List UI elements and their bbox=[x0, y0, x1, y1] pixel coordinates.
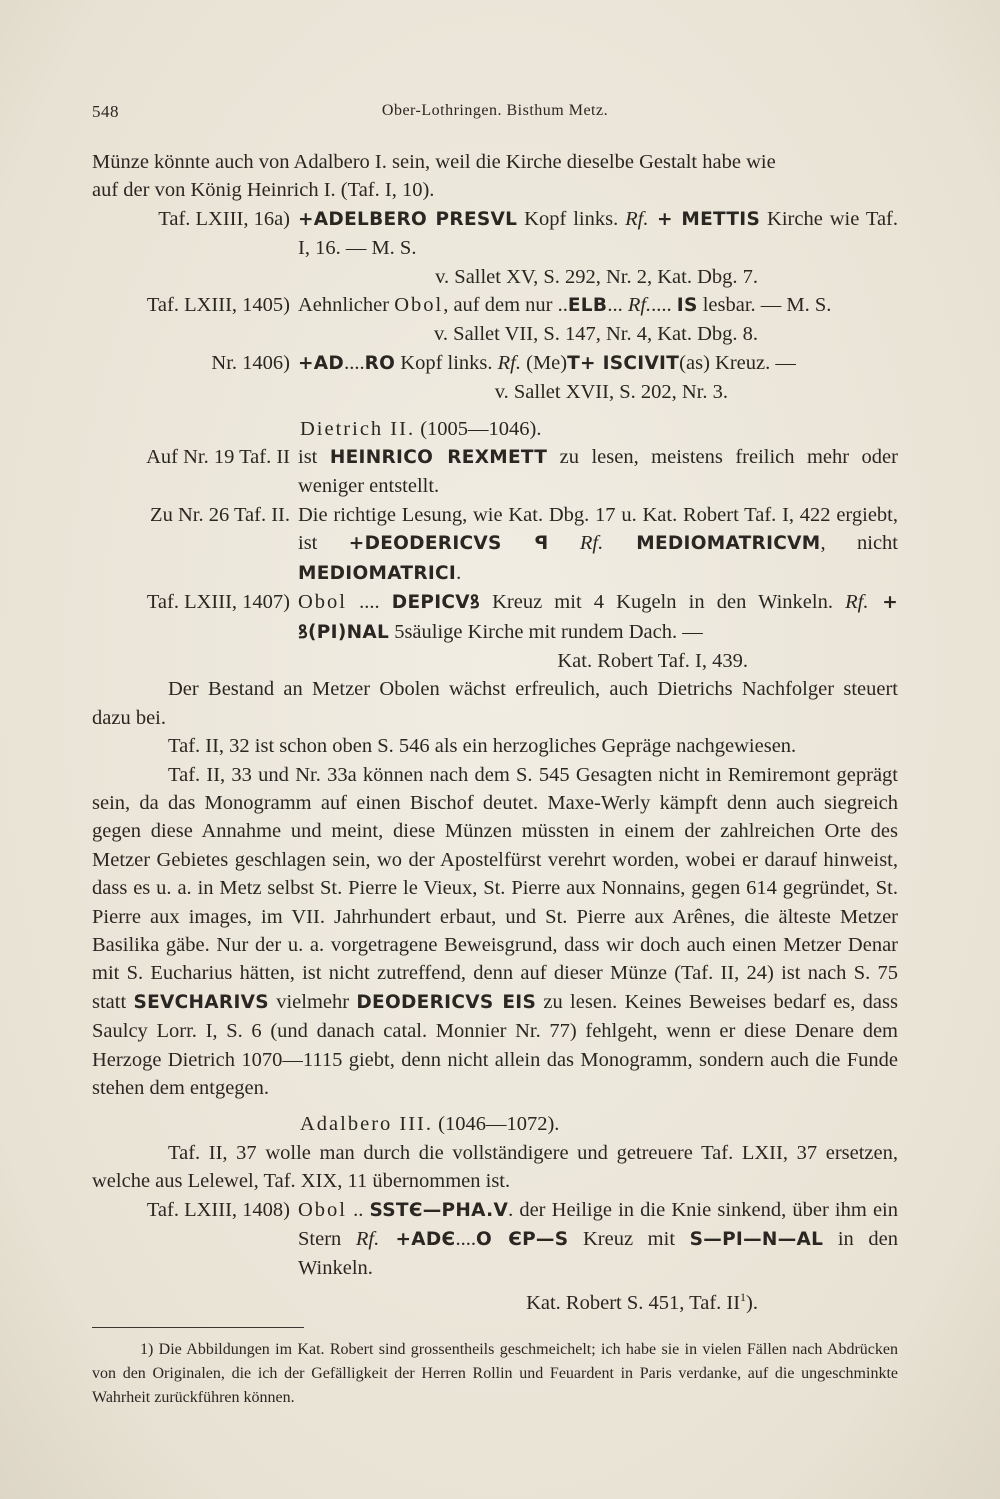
coin-legend: MEDIOMATRICVM bbox=[603, 533, 821, 555]
coin-entry-1408: Taf. LXIII, 1408) Obol .. SSTЄ—PHA.V. der Heilige in die Knie sinkend, über ihm ein Stern Rf. +ADЄ....O ЄP—S Kreuz mit S—PI—N—AL in den Winkeln. Kat. Robert S. 451, Taf. $II^1$). bbox=[92, 1196, 898, 1317]
section-heading-adalbero: Adalbero III. (1046—1072). bbox=[300, 1113, 560, 1136]
footnote-rule bbox=[92, 1327, 304, 1328]
coin-legend: RO bbox=[364, 352, 396, 374]
footnote: 1) Die Abbildungen im Kat. Robert sind grossentheils geschmeichelt; ich habe sie in vielen Fällen nach Abdrücken von den Originalen, die ich der Gefälligkeit der Herren Rollin und Feuardent in Paris verdanke, auf die ungeschminkte Wahrheit zurückführen können. bbox=[92, 1341, 898, 1407]
paragraph-remiremont: Taf. II, 33 und Nr. 33a können nach dem S. 545 Gesagten nicht in Remiremont geprägt sein, da das Monogramm auf einen Bischof deutet. Maxe-Werly kämpft denn auch siegreich gegen diese Annahme und meint, diese Münzen müssten in einem der zahlreichen Orte des Metzer Gebietes geschlagen sein, wo der Apostelfürst verehrt worden, wobei er darauf hinweist, dass es u. a. in Metz selbst St. Pierre le Vieux, St. Pierre aux Nonnains, gegen 614 gegründet, St. Pierre aux images, im VII. Jahrhundert erbaut, und St. Pierre aux Arênes, die älteste Metzer Basilika gäbe. Nur der u. a. vorgetragene Beweisgrund, dass wir doch auch einen Metzer Denar mit S. Eucharius hätten, ist nicht zutreffend, denn auf dieser Münze (Taf. II, 24) ist nach S. 75 statt SEVCHARIVS vielmehr DEODERICVS EIS zu lesen. Keines Beweises bedarf es, dass Saulcy Lorr. I, S. 6 (und danach catal. Monnier Nr. 77) fehlgeht, wenn er diese Denare dem Herzoge Dietrich 1070—1115 giebt, denn nicht allein das Monogramm, sondern auch die Funde stehen dem entgegen. bbox=[92, 763, 898, 1099]
citation: v. Sallet XV, S. 292, Nr. 2, Kat. Dbg. 7. bbox=[435, 265, 758, 288]
coin-legend: +ADELBERO PRESVL bbox=[298, 208, 518, 230]
coin-legend: S—PI—N—AL bbox=[689, 1229, 824, 1251]
entry-label: Nr. 1406) bbox=[211, 351, 290, 374]
paragraph-obolen: Der Bestand an Metzer Obolen wächst erfreulich, auch Dietrichs Nachfolger steuert dazu bei. bbox=[92, 678, 898, 729]
reverse-marker: Rf. bbox=[497, 351, 521, 374]
reverse-marker: Rf. bbox=[355, 1228, 380, 1251]
reverse-marker: Rf. bbox=[625, 207, 649, 230]
entry-label: Taf. LXIII, 1407) bbox=[146, 591, 290, 614]
citation: Kat. Robert Taf. I, 439. bbox=[557, 649, 748, 672]
coin-legend: ELB bbox=[567, 295, 608, 317]
section-heading-dietrich: Dietrich II. (1005—1046). bbox=[300, 417, 542, 440]
page-header bbox=[92, 100, 898, 130]
reverse-marker: Rf. bbox=[627, 294, 652, 317]
coin-entry-16a: Taf. LXIII, 16a) +ADELBERO PRESVL Kopf links. Rf. + METTIS Kirche wie Taf. I, 16. — M. S. v. Sallet XV, S. 292, Nr. 2, Kat. Dbg. 7. bbox=[92, 205, 898, 291]
coin-legend: DEODERICVS EIS bbox=[356, 991, 537, 1013]
page-number: 548 bbox=[92, 102, 119, 121]
coin-legend: + METTIS bbox=[648, 208, 761, 230]
entry-label: Taf. LXIII, 16a) bbox=[158, 207, 290, 230]
reverse-marker: Rf. bbox=[548, 532, 604, 555]
coin-entry-nr26: Zu Nr. 26 Taf. II. Die richtige Lesung, wie Kat. Dbg. 17 u. Kat. Robert Taf. I, 422 ergiebt, ist +DEODERICVS ꟼ Rf. MEDIOMATRICVM, nicht MEDIOMATRICI. bbox=[92, 501, 898, 588]
reverse-marker: Rf. bbox=[845, 591, 869, 614]
entry-label: Taf. LXIII, 1405) bbox=[146, 294, 290, 317]
page-content bbox=[92, 100, 898, 1410]
coin-legend: +DEODERICVS ꟼ bbox=[348, 533, 549, 555]
coin-legend: MEDIOMATRICI bbox=[298, 562, 457, 584]
paragraph-taf-ii-32: Taf. II, 32 ist schon oben S. 546 als ein herzogliches Gepräge nachgewiesen. bbox=[168, 735, 797, 758]
coin-legend: +AD bbox=[298, 352, 345, 374]
citation: v. Sallet XVII, S. 202, Nr. 3. bbox=[494, 381, 728, 404]
intro-paragraph: Münze könnte auch von Adalbero I. sein, weil die Kirche dieselbe Gestalt habe wie auf der von König Heinrich I. (Taf. I, 10). bbox=[92, 151, 776, 202]
paragraph-taf-ii-37: Taf. II, 37 wolle man durch die vollständigere und getreuere Taf. LXII, 37 ersetzen, welche aus Lelewel, Taf. XIX, 11 übernommen ist. bbox=[92, 1141, 898, 1193]
running-title: Ober-Lothringen. Bisthum Metz. bbox=[381, 102, 609, 119]
coin-entry-1406: Nr. 1406) +AD....RO Kopf links. Rf. (Me)T+ ISCIVIT(as) Kreuz. — v. Sallet XVII, S. 202, Nr. 3. bbox=[92, 349, 898, 407]
entry-label: Auf Nr. 19 Taf. II bbox=[146, 446, 290, 469]
footnote-marker: 1) bbox=[140, 1341, 154, 1359]
coin-legend: +ADЄ bbox=[379, 1229, 456, 1251]
coin-entry-1407: Taf. LXIII, 1407) Obol .... DEPICVꝸ Kreuz mit 4 Kugeln in den Winkeln. Rf. + ꝸ(PI)NAL 5säulige Kirche mit rundem Dach. — Kat. Robert Taf. I, 439. bbox=[92, 588, 898, 675]
citation: Kat. Robert S. 451, Taf. $II^1$). bbox=[526, 1289, 758, 1314]
coin-entry-1405: Taf. LXIII, 1405) Aehnlicher Obol, auf dem nur ..ELB... Rf..... IS lesbar. — M. S. v. Sallet VII, S. 147, Nr. 4, Kat. Dbg. 8. bbox=[92, 291, 898, 349]
coin-legend: SSTЄ—PHA.V bbox=[369, 1199, 509, 1221]
coin-legend: T+ ISCIVIT bbox=[567, 352, 680, 374]
entry-label: Zu Nr. 26 Taf. II. bbox=[150, 503, 290, 526]
citation: v. Sallet VII, S. 147, Nr. 4, Kat. Dbg. 8. bbox=[434, 323, 758, 346]
coin-legend: IS bbox=[676, 295, 698, 317]
coin-legend: + ꝸ(PI)NAL bbox=[298, 592, 899, 643]
entry-label: Taf. LXIII, 1408) bbox=[146, 1198, 290, 1221]
coin-legend: HEINRICO REXMETT bbox=[329, 447, 548, 469]
coin-legend: O ЄP—S bbox=[475, 1229, 569, 1251]
coin-legend: DEPICVꝸ bbox=[391, 592, 480, 614]
coin-legend: SEVCHARIVS bbox=[133, 991, 269, 1013]
coin-entry-nr19: Auf Nr. 19 Taf. II ist HEINRICO REXMETT zu lesen, meistens freilich mehr oder weniger entstellt. bbox=[92, 443, 898, 501]
